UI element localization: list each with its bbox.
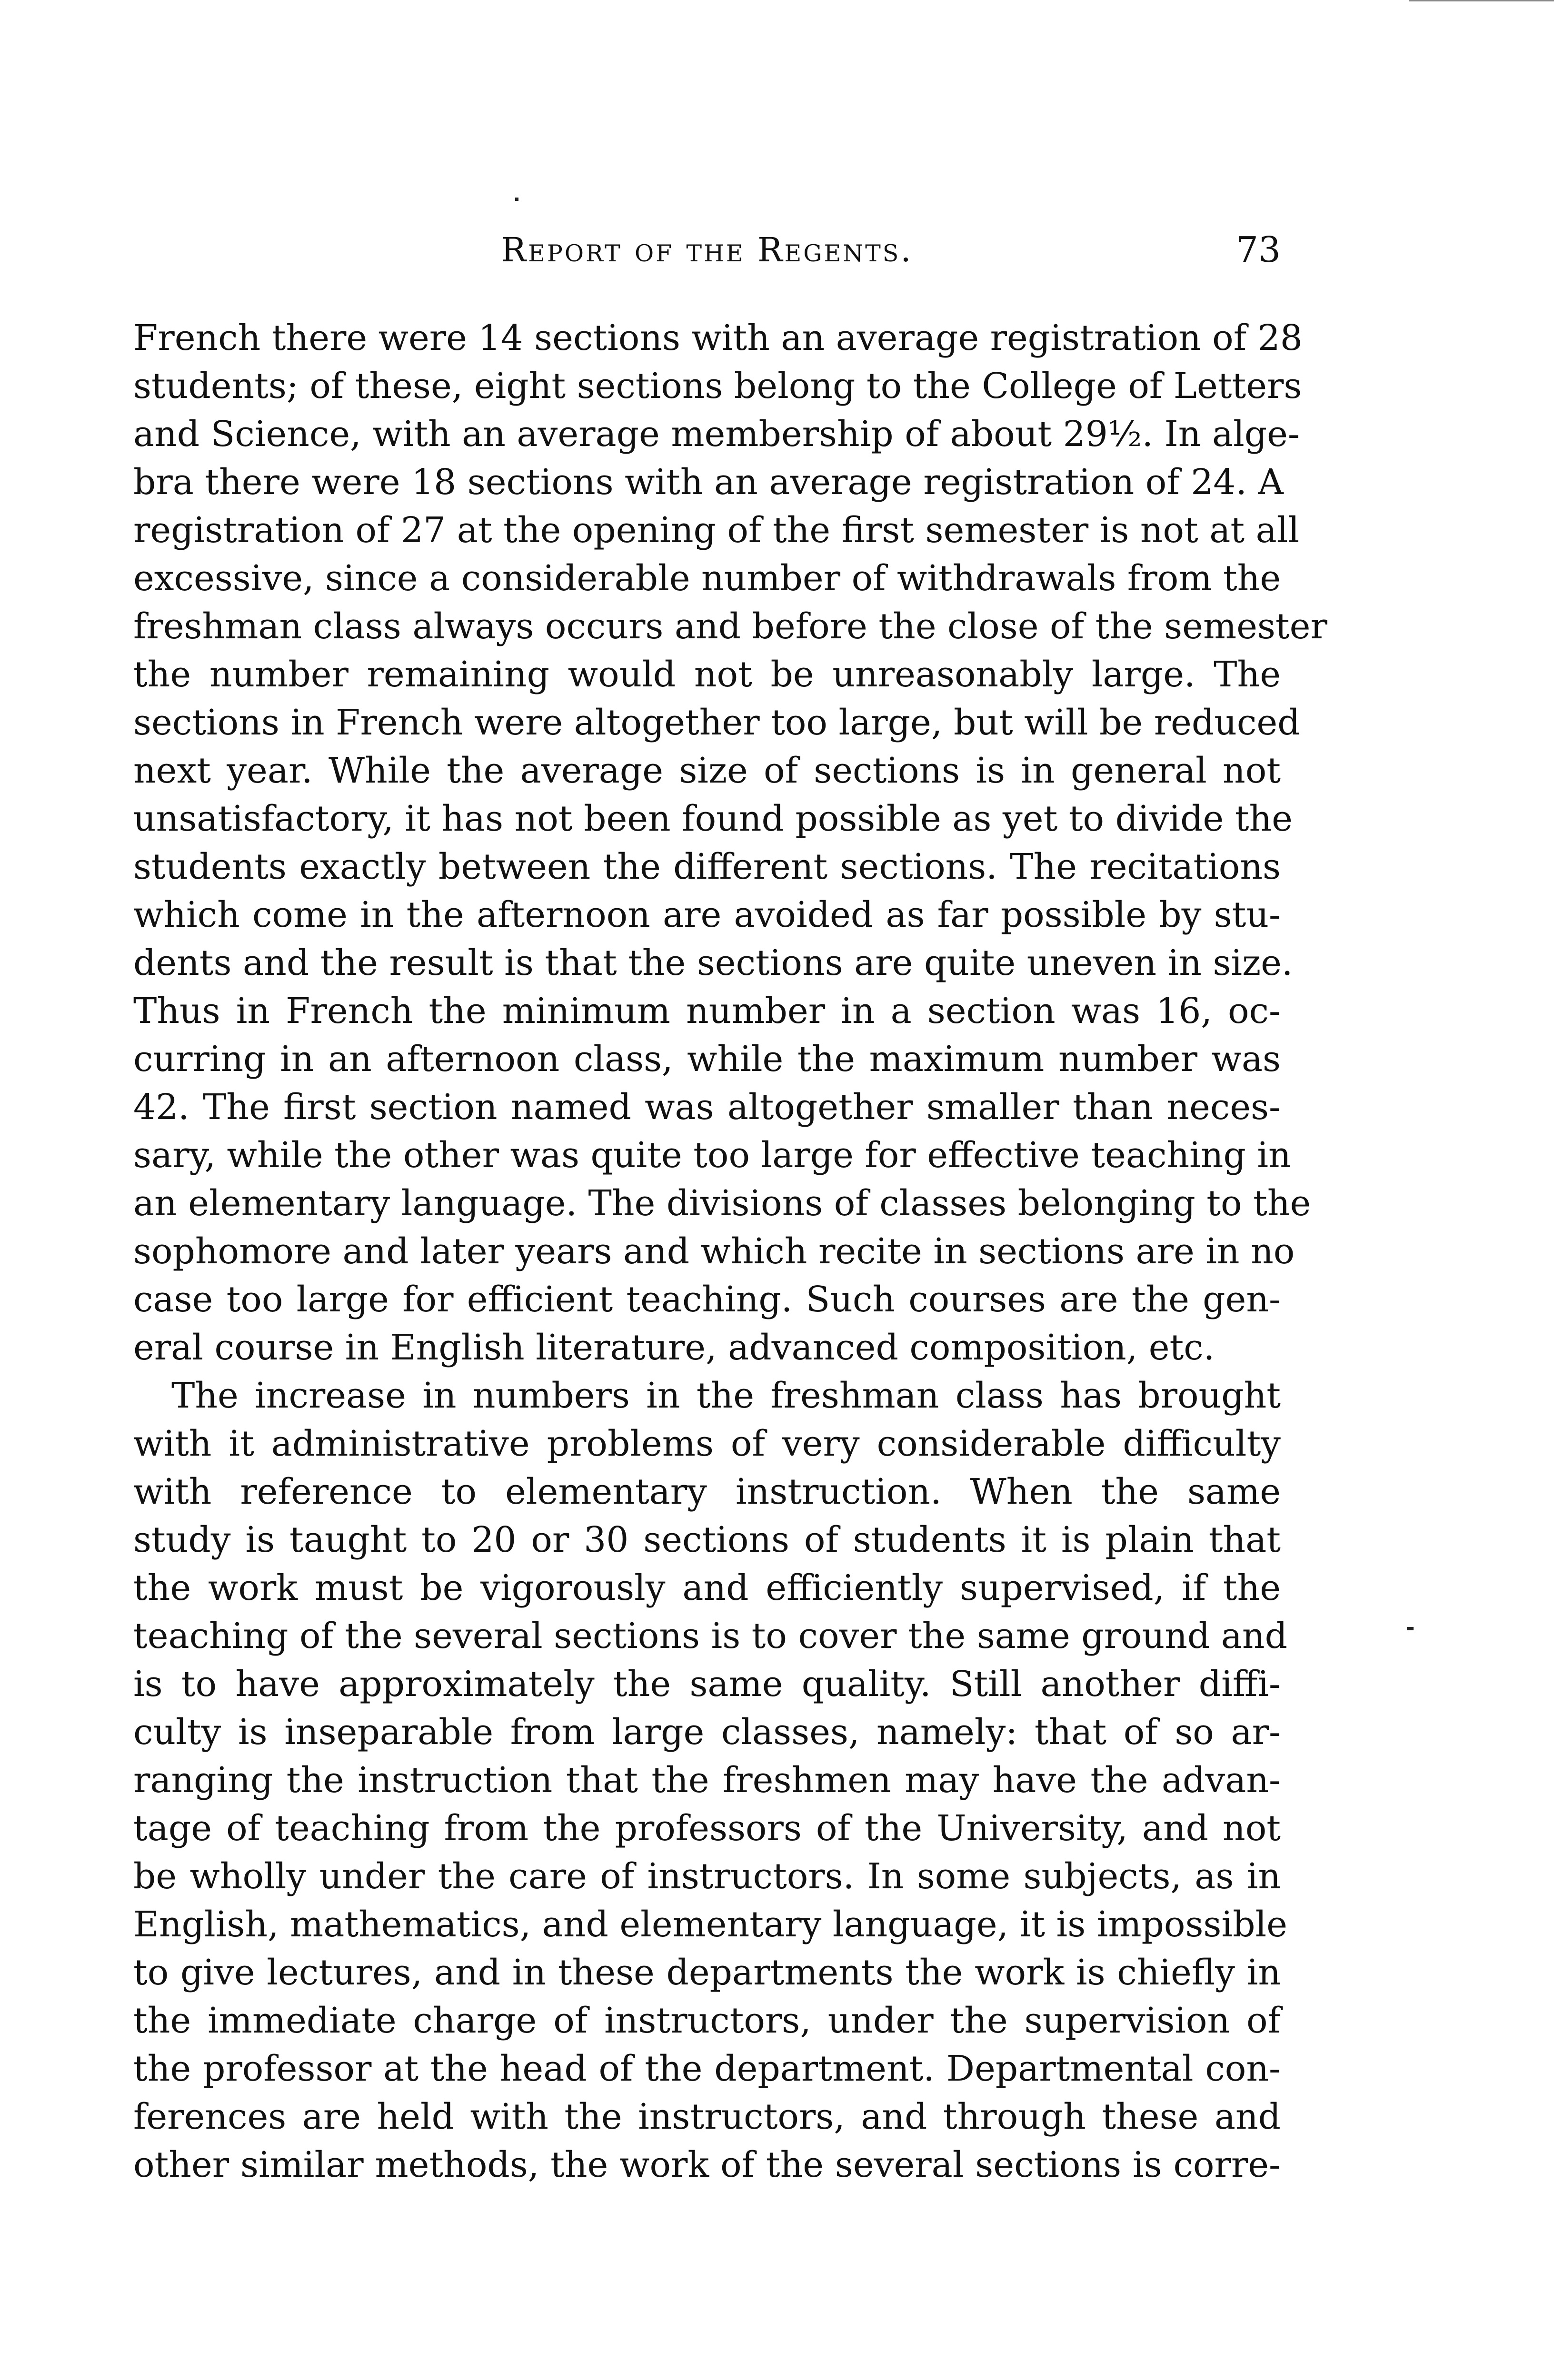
text-line: an elementary language. The divisions of classes belonging to the [133,1183,1311,1224]
text-line: to give lectures, and in these departments the work is chiefly in [133,1952,1281,1993]
paragraph [133,1372,1287,2189]
text-line: culty is inseparable from large classes, namely: that of so ar- [133,1712,1281,1753]
page-header [133,224,1281,276]
text-line: registration of 27 at the opening of the first semester is not at all [133,510,1300,551]
text-line: teaching of the several sections is to cover the same ground and [133,1616,1287,1656]
text-line: study is taught to 20 or 30 sections of students it is plain that [133,1519,1281,1560]
text-line: with reference to elementary instruction. When the same [133,1471,1281,1512]
text-line: with it administrative problems of very considerable difficulty [133,1423,1281,1464]
running-title: Report of the Regents. [501,230,913,269]
text-line: tage of teaching from the professors of the University, and not [133,1808,1281,1849]
text-line: sophomore and later years and which recite in sections are in no [133,1231,1295,1272]
text-line: and Science, with an average membership of about 29½. In alge- [133,414,1300,455]
paragraph [133,314,1327,1372]
text-line: French there were 14 sections with an average registration of 28 [133,317,1303,358]
edge-rule [1409,0,1554,1]
page-number: 73 [1235,229,1281,270]
text-line: English, mathematics, and elementary language, it is impossible [133,1904,1287,1945]
text-line: sections in French were altogether too large, but will be reduced [133,702,1300,743]
text-line: is to have approximately the same quality. Still another diffi- [133,1664,1281,1705]
text-line: case too large for efficient teaching. Such courses are the gen- [133,1279,1281,1320]
text-line: excessive, since a considerable number of withdrawals from the [133,558,1281,599]
text-line: bra there were 18 sections with an average registration of 24. A [133,462,1284,503]
text-line: curring in an afternoon class, while the maximum number was [133,1039,1281,1080]
text-line: other similar methods, the work of the several sections is corre- [133,2144,1281,2185]
text-line: sary, while the other was quite too large for effective teaching in [133,1135,1291,1176]
body-text [133,314,1327,2189]
text-line: 42. The first section named was altogether smaller than neces- [133,1087,1281,1128]
text-line: dents and the result is that the sections are quite uneven in size. [133,942,1293,983]
text-line: ferences are held with the instructors, and through these and [133,2096,1281,2137]
text-line: the work must be vigorously and efficiently supervised, if the [133,1567,1281,1608]
text-line: next year. While the average size of sections is in general not [133,750,1281,791]
text-line: freshman class always occurs and before the close of the semester [133,606,1327,647]
stray-mark [515,198,518,201]
text-line: ranging the instruction that the freshmen may have the advan- [133,1760,1281,1801]
text-line: the number remaining would not be unreasonably large. The [133,654,1281,695]
text-line: students; of these, eight sections belong to the College of Letters [133,366,1302,407]
text-line: which come in the afternoon are avoided as far possible by stu- [133,894,1281,935]
text-line: the immediate charge of instructors, under the supervision of [133,2000,1281,2041]
text-line: students exactly between the different sections. The recitations [133,846,1281,887]
stray-mark [1407,1627,1414,1630]
text-line: be wholly under the care of instructors. In some subjects, as in [133,1856,1281,1897]
text-line: unsatisfactory, it has not been found possible as yet to divide the [133,798,1293,839]
text-line: Thus in French the minimum number in a section was 16, oc- [133,991,1281,1031]
text-line: The increase in numbers in the freshman class has brought [171,1375,1281,1416]
text-line: eral course in English literature, advanced composition, etc. [133,1327,1215,1368]
text-line: the professor at the head of the department. Departmental con- [133,2048,1281,2089]
